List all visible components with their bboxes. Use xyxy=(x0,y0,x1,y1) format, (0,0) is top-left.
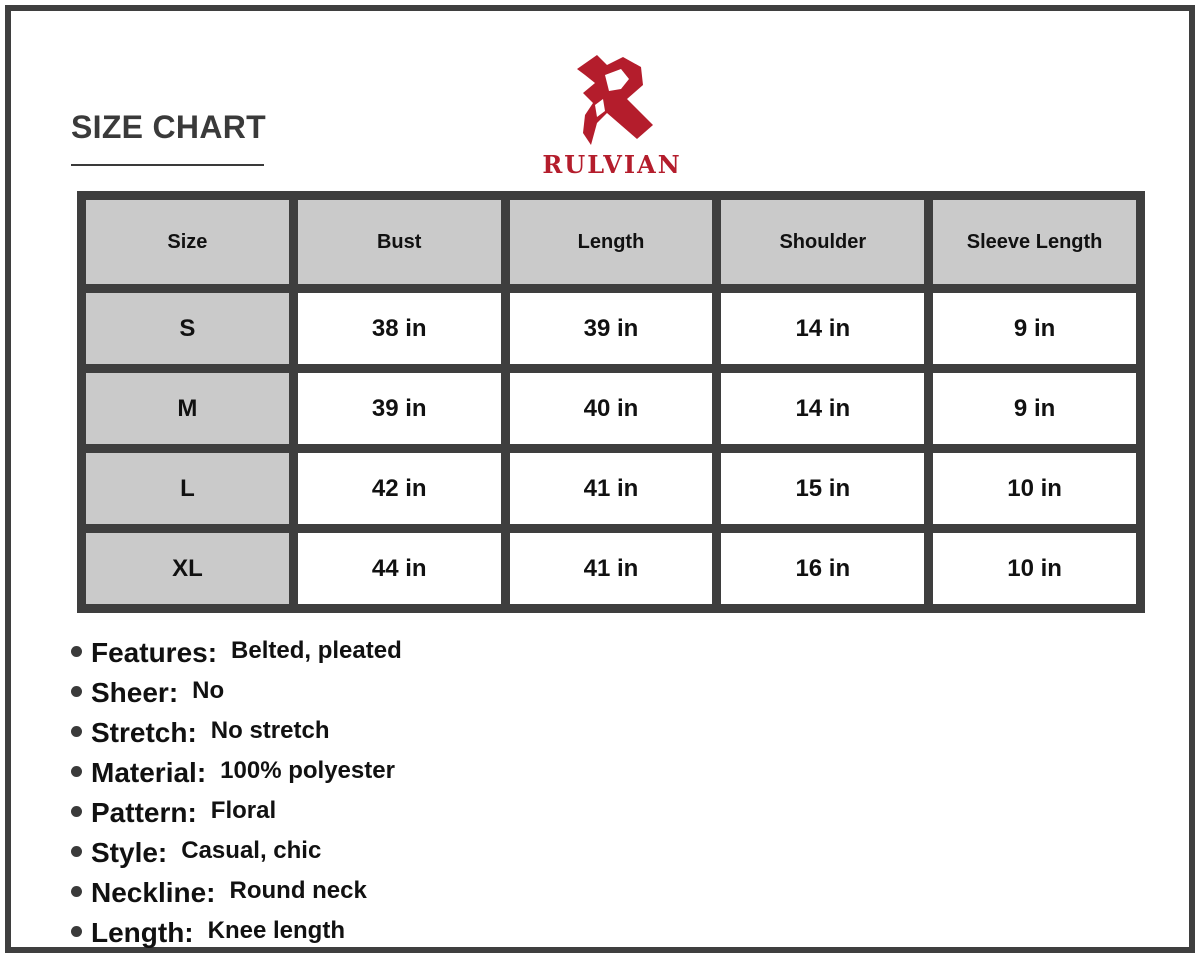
table-cell: 9 in xyxy=(933,293,1136,364)
table-cell: 41 in xyxy=(510,533,713,604)
table-row xyxy=(86,293,1136,364)
bullet-icon xyxy=(71,846,82,857)
column-header: Bust xyxy=(298,200,501,284)
table-cell: 9 in xyxy=(933,373,1136,444)
page-title: SIZE CHART xyxy=(71,109,266,145)
product-specs-list xyxy=(71,633,402,953)
table-row xyxy=(86,373,1136,444)
r-monogram-logo-icon xyxy=(571,53,653,145)
table-cell: 16 in xyxy=(721,533,924,604)
table-header-row xyxy=(86,200,1136,284)
table-cell: 42 in xyxy=(298,453,501,524)
bullet-icon xyxy=(71,726,82,737)
spec-label: Material: xyxy=(91,757,207,788)
spec-label: Neckline: xyxy=(91,877,216,908)
size-cell: XL xyxy=(86,533,289,604)
size-chart-card xyxy=(5,5,1195,953)
brand-logo xyxy=(531,53,693,177)
spec-item-stretch xyxy=(71,713,402,753)
spec-value: Floral xyxy=(210,797,277,824)
table-cell: 14 in xyxy=(721,373,924,444)
spec-item-style xyxy=(71,833,402,873)
spec-value: Casual, chic xyxy=(181,837,322,864)
table-cell: 39 in xyxy=(510,293,713,364)
table-cell: 14 in xyxy=(721,293,924,364)
spec-item-pattern xyxy=(71,793,402,833)
size-cell: S xyxy=(86,293,289,364)
table-cell: 40 in xyxy=(510,373,713,444)
column-header: Length xyxy=(510,200,713,284)
title-underline xyxy=(71,164,264,166)
spec-item-length xyxy=(71,913,402,953)
bullet-icon xyxy=(71,926,82,937)
bullet-icon xyxy=(71,686,82,697)
spec-label: Length: xyxy=(91,917,194,948)
spec-label: Stretch: xyxy=(91,717,197,748)
spec-label: Style: xyxy=(91,837,168,868)
size-table xyxy=(77,191,1145,613)
spec-value: No xyxy=(192,677,225,704)
spec-label: Sheer: xyxy=(91,677,179,708)
spec-label: Features: xyxy=(91,637,218,668)
table-cell: 38 in xyxy=(298,293,501,364)
table-cell: 10 in xyxy=(933,453,1136,524)
spec-value: Knee length xyxy=(207,917,345,944)
column-header: Sleeve Length xyxy=(933,200,1136,284)
column-header: Shoulder xyxy=(721,200,924,284)
table-cell: 41 in xyxy=(510,453,713,524)
spec-value: Round neck xyxy=(229,877,367,904)
size-cell: L xyxy=(86,453,289,524)
spec-item-sheer xyxy=(71,673,402,713)
spec-value: 100% polyester xyxy=(220,757,395,784)
table-cell: 39 in xyxy=(298,373,501,444)
spec-item-neckline xyxy=(71,873,402,913)
bullet-icon xyxy=(71,886,82,897)
spec-item-features xyxy=(71,633,402,673)
table-cell: 10 in xyxy=(933,533,1136,604)
brand-name: RULVIAN xyxy=(542,150,682,179)
bullet-icon xyxy=(71,646,82,657)
spec-value: No stretch xyxy=(210,717,330,744)
spec-item-material xyxy=(71,753,402,793)
bullet-icon xyxy=(71,806,82,817)
bullet-icon xyxy=(71,766,82,777)
table-row xyxy=(86,533,1136,604)
column-header: Size xyxy=(86,200,289,284)
table-cell: 15 in xyxy=(721,453,924,524)
table-row xyxy=(86,453,1136,524)
table-cell: 44 in xyxy=(298,533,501,604)
spec-value: Belted, pleated xyxy=(231,637,402,664)
spec-label: Pattern: xyxy=(91,797,197,828)
size-cell: M xyxy=(86,373,289,444)
